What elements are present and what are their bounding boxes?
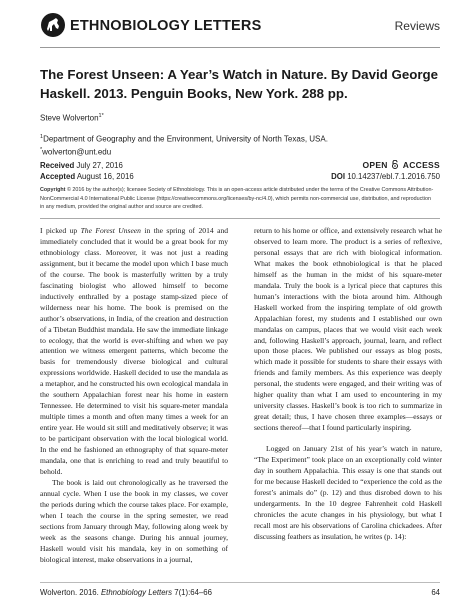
body-column-left (40, 226, 228, 566)
paragraph-text: I picked up (40, 226, 81, 235)
author-email[interactable]: wolverton@unt.edu (42, 147, 112, 157)
article-dates (40, 160, 134, 182)
email-line (40, 145, 328, 158)
received-value: July 27, 2016 (76, 161, 123, 170)
accepted-label: Accepted (40, 172, 76, 181)
affiliation-text: Department of Geography and the Environment, University of North Texas, USA. (43, 134, 328, 144)
affiliation-mark: 1 (40, 134, 44, 140)
accepted-value: August 16, 2016 (76, 172, 134, 181)
citation-volume: 7(1):64–66 (172, 588, 212, 597)
page-number: 64 (431, 588, 440, 597)
received-date (40, 160, 134, 171)
body-divider (40, 218, 440, 219)
book-title-italic: The Forest Unseen (80, 226, 141, 235)
open-access-left: OPEN (362, 160, 388, 170)
horse-logo-icon (40, 12, 66, 38)
open-access-label (331, 160, 440, 171)
body-paragraph: Logged on January 21st of his year’s watch in nature, “The Experiment” took place on an exceptionally cold winter day in southern Appalachia. This essay is one that stands out for me because Haskell decided to “experience the cold as the forest’s animals do” (p. 12) and thus disrobed down to his undergarments. In the 10 degree Fahrenheit cold Haskell chronicles the acute changes in his physiology, but what I recall most are his observations of Carolina chickadees. After discussing feathers as insulation, he writes (p. 14): (254, 444, 442, 541)
author-marks: 1* (98, 113, 104, 119)
header-divider (40, 47, 440, 48)
affiliation-line (40, 132, 328, 145)
email-mark: * (40, 146, 43, 153)
paragraph-text: in the spring of 2014 and immediately concluded that it would be a great book for my ethnobiology class. Moreover, it was not just a reading assignment, but it became the model upon which I base much of the course. The book is masterfully written by a truly fascinating biologist who allowed himself to become inductively enthralled by a postage stamp-sized piece of wilderness near his home. The book is premised on the author’s observations, in India, of the creation and destruction of a Tibetan Buddhist mandala. He saw the immediate linkage to ecology, that the world is ever-shifting and when we pay attention we witness emergent patterns, which become the basis for tremendously diverse biological and cultural expressions worldwide. Haskell decided to use the mandala as a metaphor, and he constructed his own ecological mandala in the southern Appalachian forest near his home in eastern Tennessee. He determined to visit his square-meter mandala multiple times a month and often many times a week for an entire year. He would sit still and meditatively observe; it was to be participant observation with the local biological world. In the end he fashioned an ethnography of that square-meter mandala, one that is enriching to read and truly beautiful to behold. (40, 226, 228, 476)
journal-name: ETHNOBIOLOGY LETTERS (70, 18, 262, 34)
doi-link[interactable]: 10.14237/ebl.7.1.2016.750 (347, 172, 440, 181)
open-access-right: ACCESS (402, 160, 440, 170)
article-title: The Forest Unseen: A Year’s Watch in Nature. By David George Haskell. 2013. Penguin Books, New York. 288 pp. (40, 67, 439, 101)
body-paragraph: The book is laid out chronologically as he traversed the annual cycle. When I use the book in my classes, we cover the periods during which the course takes place. For example, when I teach the course in the spring semester, we read sections from January through May, following along week by week as the seasons change. During his annual journey, Haskell would visit his mandala, key in on something of biological interest, make observations in a journal, (40, 477, 228, 564)
copyright-text: © 2016 by the author(s); licensee Society of Ethnobiology. This is an open-access article distributed under the terms of the Creative Commons Attribution-NonCommercial 4.0 International Public License (https://creativecommons.org/licenses/by-nc/4.0), which permits non-commercial use, distribution, and reproduction in any medium, provided the original author and source are credited. (40, 187, 434, 211)
journal-header (40, 10, 440, 46)
open-lock-icon (391, 160, 399, 169)
affiliation-block (40, 132, 328, 157)
doi-line (331, 171, 440, 182)
body-column-right (254, 226, 442, 543)
copyright-notice (40, 186, 436, 212)
citation-journal: Ethnobiology Letters (100, 588, 173, 597)
section-label: Reviews (394, 19, 440, 33)
citation-author-year: Wolverton. 2016. (40, 588, 101, 597)
footer-citation (40, 588, 212, 597)
accepted-date (40, 171, 134, 182)
doi-label: DOI (331, 172, 346, 181)
copyright-label: Copyright (40, 187, 66, 193)
open-access-block (331, 160, 440, 182)
body-paragraph: return to his home or office, and extensively research what he observed to learn more. The product is a series of reflexive, personal essays that are rich with biological information. What makes the book ethnobiological is that he placed himself as the human in the midst of his square-meter mandala. Truly the book is a lyrical piece that captures this human’s interactions with the biota around him. Although Haskell worked from the inspiring template of old growth Appalachian forest, my students and I established our own mandalas on campus, places that we would visit each week and, following Haskell’s approach, journal, learn, and reflect upon those places. We published our essays as blog posts, which made it possible for students to share their essays with friends and family members. As this experience was deeply personal, the students were engaged, and their writing was of higher quality than what I am used to encountering in my university classes. Haskell’s book is too rich to summarize in great detail; thus, I have chosen three examples—essays or sections thereof—that I found particularly inspiring. (254, 226, 442, 433)
author-line (40, 113, 104, 123)
received-label: Received (40, 161, 75, 170)
body-paragraph (40, 226, 228, 478)
author-name: Steve Wolverton (40, 113, 99, 123)
footer-divider (40, 582, 440, 583)
